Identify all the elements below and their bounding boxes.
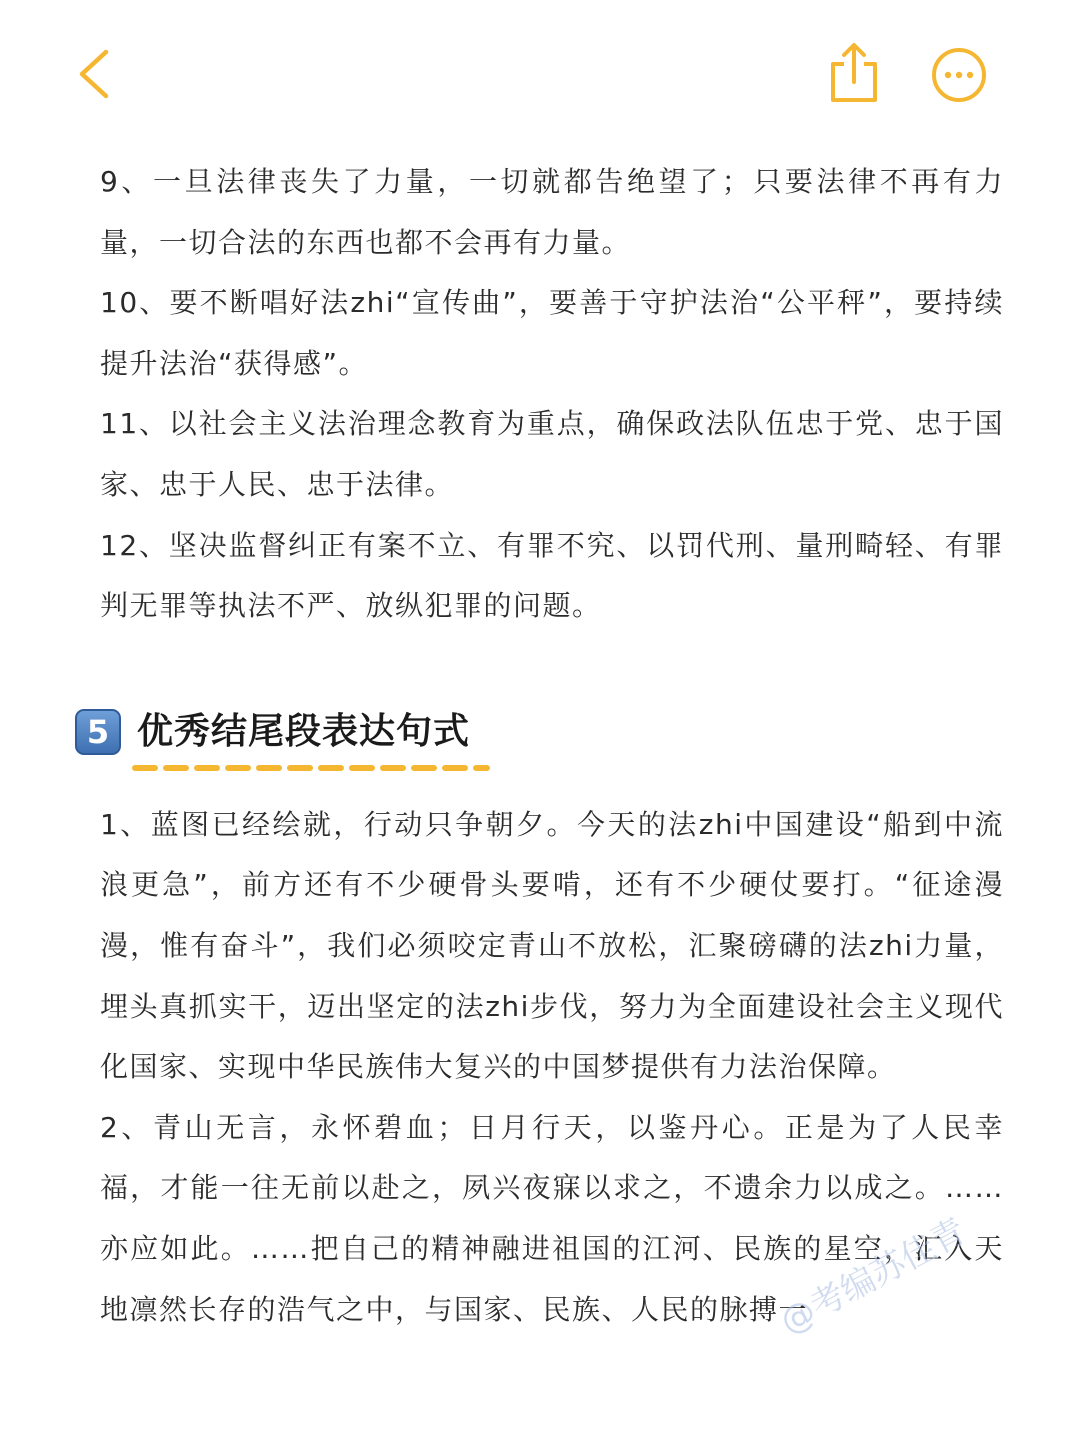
list-item: 1、蓝图已经绘就，行动只争朝夕。今天的法zhi中国建设“船到中流浪更急”，前方还有不少硬骨头要啃，还有不少硬仗要打。“征途漫漫，惟有奋斗”，我们必须咬定青山不放松，汇聚磅礴的法zhi力量，埋头真抓实干，迈出坚定的法zhi步伐，努力为全面建设社会主义现代化国家、实现中华民族伟大复兴的中国梦提供有力法治保障。 [100,807,1004,1084]
back-button[interactable] [68,44,124,104]
chevron-left-icon [68,44,124,104]
list-item: 10、要不断唱好法zhi“宣传曲”，要善于守护法治“公平秤”，要持续提升法治“获得感”。 [100,286,1004,380]
watermark: @考编苏佳青 [773,1211,973,1343]
more-options-button[interactable] [930,46,988,104]
share-button[interactable] [826,40,882,106]
title-underline [131,761,491,775]
article-content [86,152,1004,1340]
share-icon [826,40,882,106]
list-item: 2、青山无言，永怀碧血；日月行天，以鉴丹心。正是为了人民幸福，才能一往无前以赴之，夙兴夜寐以求之，不遗余力以成之。……亦应如此。……把自己的精神融进祖国的江河、民族的星空，汇入天地凛然长存的浩气之中，与国家、民族、人民的脉搏一 [100,1110,1004,1326]
section-heading [75,695,1004,795]
keycap-number-icon: 5 [75,709,121,755]
list-item: 11、以社会主义法治理念教育为重点，确保政法队伍忠于党、忠于国家、忠于人民、忠于法律。 [100,407,1004,501]
list-item: 9、一旦法律丧失了力量，一切就都告绝望了；只要法律不再有力量，一切合法的东西也都不会再有力量。 [100,165,1004,259]
more-icon [930,46,988,104]
list-item: 12、坚决监督纠正有案不立、有罪不究、以罚代刑、量刑畸轻、有罪判无罪等执法不严、放纵犯罪的问题。 [100,528,1004,623]
section-title: 优秀结尾段表达句式 [137,710,471,752]
top-toolbar [0,0,1080,150]
